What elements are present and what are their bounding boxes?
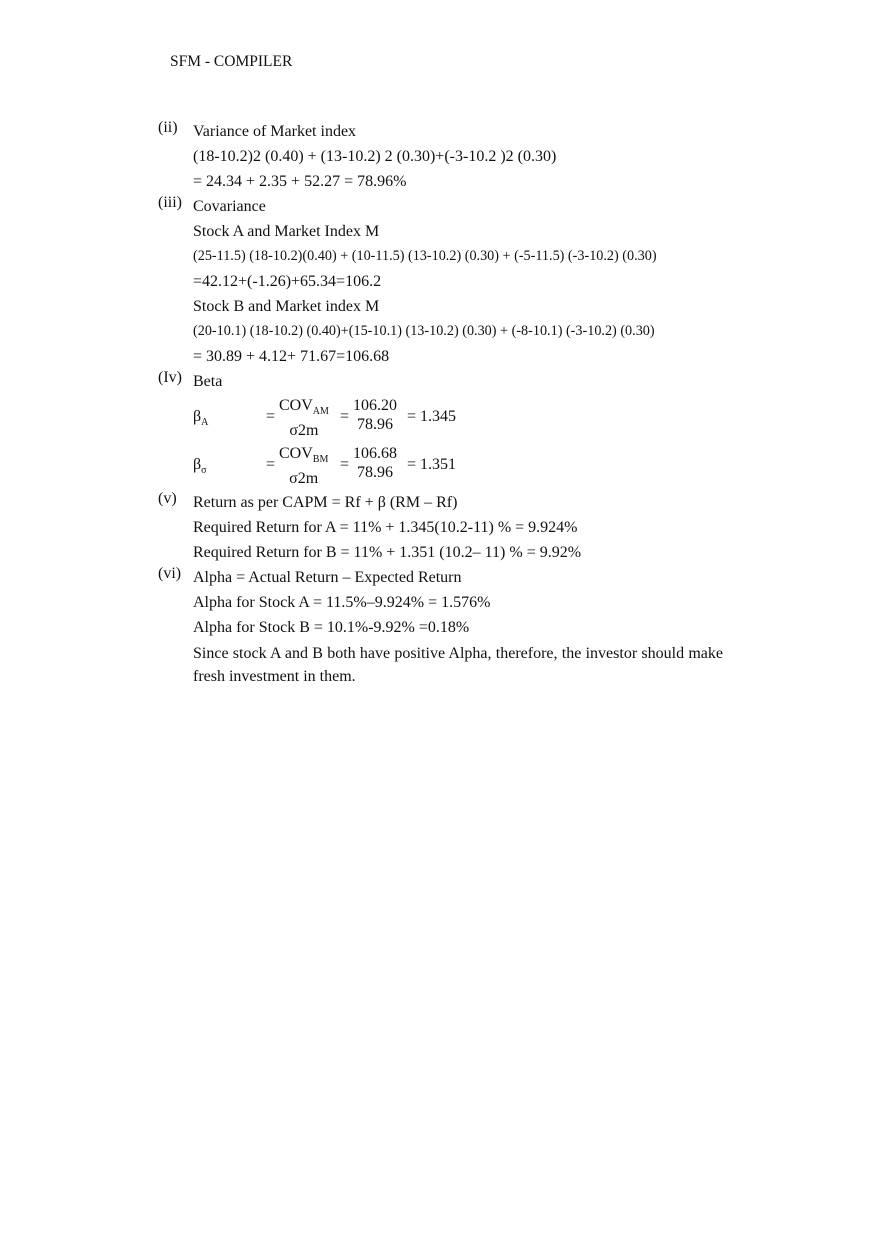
section-variance (158, 119, 723, 194)
fraction-values: 106.68 78.96 (353, 445, 397, 481)
beta-symbol: $\beta_A$ (193, 408, 209, 429)
formula-line: (20-10.1) (18-10.2) (0.40)+(15-10.1) (13-10.2) (0.30) + (-8-10.1) (-3-10.2) (0.30) (193, 323, 655, 339)
conclusion-paragraph: Since stock A and B both have positive Alpha, therefore, the investor should make fresh investment in them. (193, 645, 723, 685)
beta-result: = 1.351 (407, 456, 457, 473)
sub-heading: Stock A and Market Index M (193, 223, 380, 240)
section-heading: Return as per CAPM = Rf + β (RM – Rf) (193, 494, 458, 511)
section-alpha (158, 565, 723, 688)
beta-b-formula (193, 442, 723, 490)
equals-sign: = (266, 408, 276, 425)
section-number: (Iv) (158, 369, 182, 386)
result-line: =42.12+(-1.26)+65.34=106.2 (193, 273, 382, 290)
equals-sign: = (266, 456, 276, 473)
formula-line: (18-10.2)2 (0.40) + (13-10.2) 2 (0.30)+(-3-10.2 )2 (0.30) (193, 148, 557, 165)
beta-symbol: $\beta_\sigma$ (193, 456, 207, 477)
equals-sign: = (340, 408, 350, 425)
result-line: Alpha for Stock A = 11.5%–9.924% = 1.576% (193, 594, 491, 611)
section-capm (158, 490, 723, 565)
section-heading: Covariance (193, 198, 266, 215)
beta-a-formula (193, 394, 723, 442)
equals-sign: = (340, 456, 350, 473)
result-line: = 30.89 + 4.12+ 71.67=106.68 (193, 348, 390, 365)
sub-heading: Stock B and Market index M (193, 298, 380, 315)
section-covariance (158, 194, 723, 369)
fraction-values: 106.20 78.96 (353, 397, 397, 433)
section-number: (iii) (158, 194, 182, 211)
formula-line: (25-11.5) (18-10.2)(0.40) + (10-11.5) (13-10.2) (0.30) + (-5-11.5) (-3-10.2) (0.30) (193, 248, 657, 264)
beta-result: = 1.345 (407, 408, 457, 425)
section-number: (ii) (158, 119, 178, 136)
fraction-cov: $COV_{BM}$ σ2m (279, 445, 329, 488)
result-line: = 24.34 + 2.35 + 52.27 = 78.96% (193, 173, 407, 190)
result-line: Alpha for Stock B = 10.1%-9.92% =0.18% (193, 619, 470, 636)
section-number: (vi) (158, 565, 182, 582)
page-header: SFM - COMPILER (170, 53, 293, 70)
result-line: Required Return for A = 11% + 1.345(10.2-11) % = 9.924% (193, 519, 578, 536)
section-beta (158, 369, 723, 490)
section-heading: Beta (193, 373, 223, 390)
document-body (158, 119, 723, 688)
fraction-cov: $COV_{AM}$ σ2m (279, 397, 329, 440)
result-line: Required Return for B = 11% + 1.351 (10.2– 11) % = 9.92% (193, 544, 582, 561)
section-number: (v) (158, 490, 177, 507)
section-heading: Variance of Market index (193, 123, 357, 140)
section-heading: Alpha = Actual Return – Expected Return (193, 569, 462, 586)
